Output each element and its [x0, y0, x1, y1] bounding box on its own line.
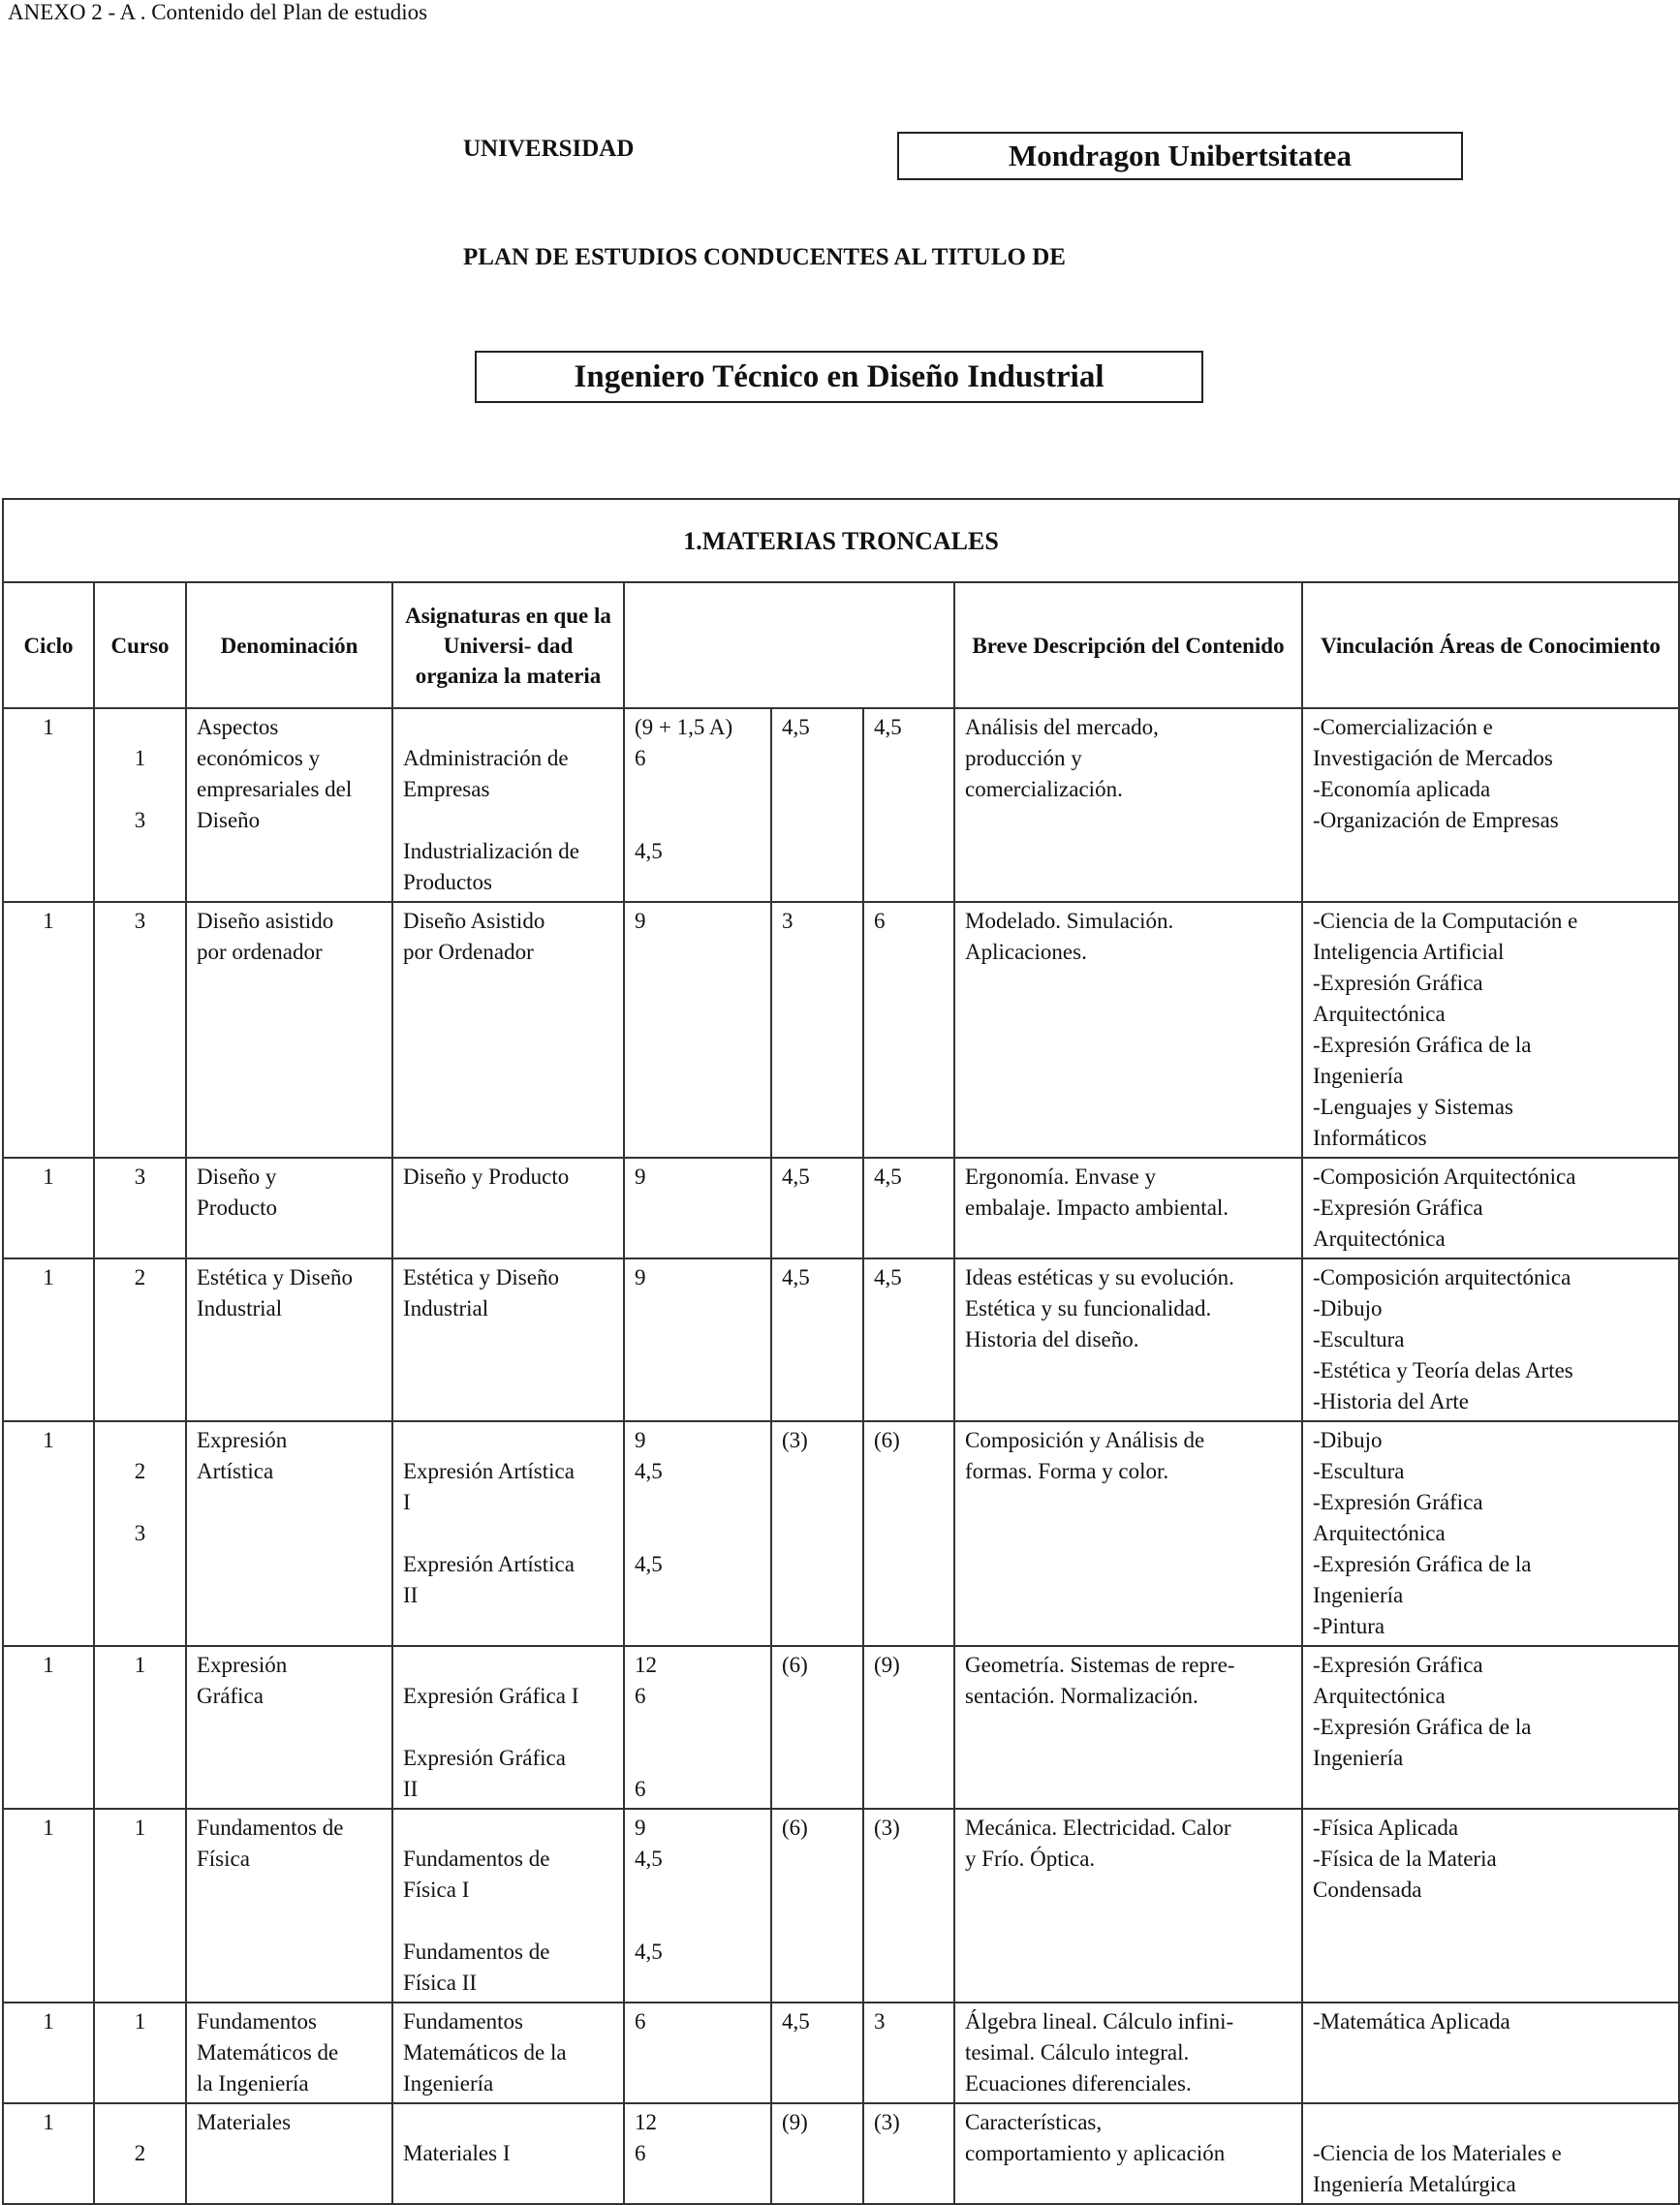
cell-line: 4,5: [874, 1265, 902, 1289]
cell-line: -Ciencia de la Computación e: [1313, 909, 1578, 933]
cell-line: Estética y Diseño: [403, 1265, 559, 1289]
cell-line: 1: [43, 1165, 54, 1189]
cell-line: [403, 805, 613, 836]
cell-line: 9: [635, 909, 646, 933]
asignaturas-cell: [392, 1646, 624, 1809]
cell-line: Ingeniería: [403, 2071, 494, 2096]
cell-line: Artística: [197, 1459, 274, 1483]
cell-line: -Organización de Empresas: [1313, 808, 1559, 832]
curso-cell: [94, 2103, 186, 2204]
col-denominacion: Denominación: [186, 582, 392, 708]
cell-line: Ingeniería: [1313, 1064, 1404, 1088]
cell-line: Diseño y: [197, 1165, 277, 1189]
curso-cell: [94, 1158, 186, 1258]
cell-line: Diseño asistido: [197, 909, 334, 933]
vinculacion-cell: [1302, 2103, 1679, 2204]
creditos-practicos-cell: [863, 708, 954, 902]
cell-line: I: [403, 1490, 411, 1514]
col-asignaturas: Asignaturas en que la Universi- dad organiza la materia: [392, 582, 624, 708]
cell-line: embalaje. Impacto ambiental.: [965, 1196, 1229, 1220]
universidad-label: UNIVERSIDAD: [463, 136, 635, 162]
creditos-teoricos-cell: [771, 1809, 863, 2003]
cell-line: [105, 2107, 175, 2138]
cell-line: 2: [134, 2141, 146, 2165]
cell-line: 1: [43, 2110, 54, 2134]
cell-line: [105, 1425, 175, 1456]
cell-line: -Expresión Gráfica de la: [1313, 1033, 1532, 1057]
cell-line: Industrial: [403, 1296, 489, 1320]
cell-line: 1: [134, 1653, 146, 1677]
cell-line: Inteligencia Artificial: [1313, 940, 1505, 964]
denominacion-cell: [186, 1158, 392, 1258]
cell-line: Modelado. Simulación.: [965, 909, 1174, 933]
vinculacion-cell: [1302, 708, 1679, 902]
cell-line: -Historia del Arte: [1313, 1389, 1469, 1413]
cell-line: Análisis del mercado,: [965, 715, 1159, 739]
cell-line: Fundamentos: [197, 2009, 317, 2034]
cell-line: 4,5: [874, 715, 902, 739]
denominacion-cell: [186, 1646, 392, 1809]
cell-line: Estética y su funcionalidad.: [965, 1296, 1212, 1320]
vinculacion-cell: [1302, 2003, 1679, 2103]
cell-line: -Escultura: [1313, 1327, 1405, 1351]
vinculacion-cell: [1302, 1646, 1679, 1809]
universidad-name-box: Mondragon Unibertsitatea: [897, 132, 1463, 180]
cell-line: -Pintura: [1313, 1614, 1385, 1638]
asignaturas-cell: [392, 1809, 624, 2003]
cell-line: -Expresión Gráfica de la: [1313, 1552, 1532, 1576]
cell-line: Informáticos: [1313, 1126, 1427, 1150]
cell-line: (3): [874, 1816, 900, 1840]
cell-line: [635, 1712, 761, 1743]
cell-line: Ingeniería: [1313, 1583, 1404, 1607]
asignaturas-cell: [392, 1421, 624, 1646]
table-row: [3, 2103, 1679, 2204]
cell-line: 1: [43, 2009, 54, 2034]
cell-line: Física I: [403, 1878, 470, 1902]
curso-cell: [94, 1646, 186, 1809]
cell-line: Aplicaciones.: [965, 940, 1087, 964]
asignaturas-cell: [392, 2103, 624, 2204]
cell-line: (6): [782, 1653, 808, 1677]
creditos-practicos-cell: [863, 2003, 954, 2103]
creditos-total-cell: [624, 2103, 771, 2204]
cell-line: Álgebra lineal. Cálculo infini-: [965, 2009, 1234, 2034]
cell-line: Expresión Artística: [403, 1552, 575, 1576]
cell-line: 1: [43, 715, 54, 739]
cell-line: [635, 1487, 761, 1518]
cell-line: 4,5: [635, 1940, 663, 1964]
col-curso: Curso: [94, 582, 186, 708]
creditos-total-cell: [624, 1646, 771, 1809]
denominacion-cell: [186, 1258, 392, 1421]
cell-line: Fundamentos: [403, 2009, 523, 2034]
ciclo-cell: [3, 1646, 94, 1809]
cell-line: por Ordenador: [403, 940, 534, 964]
cell-line: -Expresión Gráfica: [1313, 1653, 1483, 1677]
creditos-teoricos-cell: [771, 902, 863, 1158]
creditos-practicos-cell: [863, 1809, 954, 2003]
ciclo-cell: [3, 902, 94, 1158]
asignaturas-cell: [392, 708, 624, 902]
ciclo-cell: [3, 1421, 94, 1646]
cell-line: Física II: [403, 1971, 478, 1995]
table-row: [3, 1646, 1679, 1809]
descripcion-cell: [954, 1258, 1302, 1421]
cell-line: Composición y Análisis de: [965, 1428, 1205, 1452]
cell-line: [403, 1425, 613, 1456]
cell-line: -Composición arquitectónica: [1313, 1265, 1571, 1289]
cell-line: 3: [134, 808, 146, 832]
cell-line: -Expresión Gráfica: [1313, 971, 1483, 995]
ciclo-cell: [3, 708, 94, 902]
cell-line: (3): [874, 2110, 900, 2134]
cell-line: [403, 1518, 613, 1549]
cell-line: II: [403, 1583, 419, 1607]
cell-line: Fundamentos de: [403, 1940, 550, 1964]
creditos-practicos-cell: [863, 902, 954, 1158]
cell-line: [105, 712, 175, 743]
creditos-teoricos-cell: [771, 1421, 863, 1646]
asignaturas-cell: [392, 1158, 624, 1258]
cell-line: Diseño: [197, 808, 261, 832]
ciclo-cell: [3, 1809, 94, 2003]
table-row: [3, 2003, 1679, 2103]
cell-line: (6): [782, 1816, 808, 1840]
plan-label: PLAN DE ESTUDIOS CONDUCENTES AL TITULO DE: [463, 244, 1066, 270]
creditos-practicos-cell: [863, 1646, 954, 1809]
cell-line: 1: [134, 746, 146, 770]
cell-line: (9): [782, 2110, 808, 2134]
denominacion-cell: [186, 902, 392, 1158]
cell-line: 9: [635, 1165, 646, 1189]
creditos-teoricos-cell: [771, 1258, 863, 1421]
creditos-total-cell: [624, 1809, 771, 2003]
cell-line: [635, 1743, 761, 1774]
cell-line: Ingeniería: [1313, 1746, 1404, 1770]
cell-line: por ordenador: [197, 940, 323, 964]
cell-line: Matemáticos de la: [403, 2040, 567, 2065]
cell-line: 2: [134, 1459, 146, 1483]
cell-line: 3: [134, 909, 146, 933]
cell-line: 9: [635, 1428, 646, 1452]
cell-line: -Dibujo: [1313, 1428, 1383, 1452]
col-descripcion: Breve Descripción del Contenido: [954, 582, 1302, 708]
materias-troncales-table: [2, 498, 1680, 2205]
cell-line: Expresión: [197, 1428, 288, 1452]
cell-line: Física: [197, 1847, 250, 1871]
denominacion-cell: [186, 2103, 392, 2204]
curso-cell: [94, 1258, 186, 1421]
cell-line: -Ciencia de los Materiales e: [1313, 2141, 1562, 2165]
cell-line: 1: [134, 2009, 146, 2034]
descripcion-cell: [954, 2103, 1302, 2204]
cell-line: 4,5: [635, 1552, 663, 1576]
cell-line: 2: [134, 1265, 146, 1289]
cell-line: (9 + 1,5 A): [635, 715, 733, 739]
cell-line: 3: [874, 2009, 886, 2034]
creditos-practicos-cell: [863, 1258, 954, 1421]
cell-line: -Física de la Materia: [1313, 1847, 1497, 1871]
cell-line: Aspectos: [197, 715, 279, 739]
cell-line: 1: [43, 1653, 54, 1677]
cell-line: Arquitectónica: [1313, 1521, 1446, 1545]
curso-cell: [94, 1421, 186, 1646]
creditos-total-cell: [624, 2003, 771, 2103]
cell-line: 12: [635, 2110, 657, 2134]
table-row: [3, 1258, 1679, 1421]
creditos-teoricos-cell: [771, 2003, 863, 2103]
cell-line: Investigación de Mercados: [1313, 746, 1553, 770]
creditos-teoricos-cell: [771, 1158, 863, 1258]
cell-line: [403, 712, 613, 743]
cell-line: 9: [635, 1816, 646, 1840]
descripcion-cell: [954, 1809, 1302, 2003]
cell-line: sentación. Normalización.: [965, 1684, 1198, 1708]
cell-line: la Ingeniería: [197, 2071, 309, 2096]
vinculacion-cell: [1302, 1158, 1679, 1258]
cell-line: Gráfica: [197, 1684, 264, 1708]
cell-line: Industrialización de: [403, 839, 580, 863]
cell-line: -Comercialización e: [1313, 715, 1493, 739]
denominacion-cell: [186, 1421, 392, 1646]
cell-line: Fundamentos de: [197, 1816, 344, 1840]
cell-line: Arquitectónica: [1313, 1684, 1446, 1708]
ciclo-cell: [3, 1158, 94, 1258]
cell-line: 6: [635, 1777, 646, 1801]
cell-line: [105, 1487, 175, 1518]
table-row: [3, 1421, 1679, 1646]
asignaturas-cell: [392, 2003, 624, 2103]
cell-line: [105, 774, 175, 805]
cell-line: -Composición Arquitectónica: [1313, 1165, 1576, 1189]
cell-line: [635, 774, 761, 805]
cell-line: Ingeniería Metalúrgica: [1313, 2172, 1516, 2196]
ciclo-cell: [3, 1258, 94, 1421]
vinculacion-cell: [1302, 1421, 1679, 1646]
cell-line: económicos y: [197, 746, 321, 770]
descripcion-cell: [954, 1646, 1302, 1809]
cell-line: (6): [874, 1428, 900, 1452]
descripcion-cell: [954, 2003, 1302, 2103]
creditos-total-cell: [624, 1258, 771, 1421]
curso-cell: [94, 2003, 186, 2103]
descripcion-cell: [954, 902, 1302, 1158]
cell-line: (3): [782, 1428, 808, 1452]
cell-line: Historia del diseño.: [965, 1327, 1139, 1351]
descripcion-cell: [954, 1158, 1302, 1258]
cell-line: 1: [43, 1265, 54, 1289]
vinculacion-cell: [1302, 1809, 1679, 2003]
cell-line: Arquitectónica: [1313, 1227, 1446, 1251]
cell-line: Fundamentos de: [403, 1847, 550, 1871]
cell-line: tesimal. Cálculo integral.: [965, 2040, 1190, 2065]
cell-line: 6: [635, 746, 646, 770]
cell-line: Expresión Artística: [403, 1459, 575, 1483]
creditos-practicos-cell: [863, 1421, 954, 1646]
curso-cell: [94, 708, 186, 902]
cell-line: Mecánica. Electricidad. Calor: [965, 1816, 1231, 1840]
cell-line: 6: [635, 2141, 646, 2165]
cell-line: Ideas estéticas y su evolución.: [965, 1265, 1234, 1289]
curso-cell: [94, 902, 186, 1158]
cell-line: Características,: [965, 2110, 1103, 2134]
creditos-teoricos-cell: [771, 708, 863, 902]
cell-line: Arquitectónica: [1313, 1002, 1446, 1026]
cell-line: [403, 1813, 613, 1844]
denominacion-cell: [186, 708, 392, 902]
cell-line: Materiales: [197, 2110, 292, 2134]
col-ciclo: Ciclo: [3, 582, 94, 708]
cell-line: 3: [134, 1521, 146, 1545]
cell-line: 6: [635, 2009, 646, 2034]
creditos-teoricos-cell: [771, 1646, 863, 1809]
table-body: [3, 708, 1679, 2204]
creditos-total-cell: [624, 902, 771, 1158]
cell-line: 12: [635, 1653, 657, 1677]
cell-line: Administración de: [403, 746, 569, 770]
creditos-practicos-cell: [863, 1158, 954, 1258]
denominacion-cell: [186, 2003, 392, 2103]
cell-line: Diseño Asistido: [403, 909, 545, 933]
cell-line: Expresión Gráfica I: [403, 1684, 579, 1708]
cell-line: Expresión Gráfica: [403, 1746, 566, 1770]
cell-line: 1: [43, 1816, 54, 1840]
cell-line: Diseño y Producto: [403, 1165, 570, 1189]
cell-line: Ergonomía. Envase y: [965, 1165, 1156, 1189]
cell-line: [635, 1906, 761, 1937]
cell-line: [403, 2107, 613, 2138]
cell-line: -Escultura: [1313, 1459, 1405, 1483]
vinculacion-cell: [1302, 1258, 1679, 1421]
curso-cell: [94, 1809, 186, 2003]
table-row: [3, 902, 1679, 1158]
cell-line: (9): [874, 1653, 900, 1677]
cell-line: 3: [134, 1165, 146, 1189]
cell-line: Empresas: [403, 777, 490, 801]
cell-line: [403, 1650, 613, 1681]
creditos-total-cell: [624, 1421, 771, 1646]
cell-line: empresariales del: [197, 777, 353, 801]
col-vinculacion: Vinculación Áreas de Conocimiento: [1302, 582, 1679, 708]
cell-line: formas. Forma y color.: [965, 1459, 1169, 1483]
cell-line: producción y: [965, 746, 1082, 770]
cell-line: Producto: [197, 1196, 278, 1220]
cell-line: 4,5: [782, 2009, 810, 2034]
cell-line: -Expresión Gráfica de la: [1313, 1715, 1532, 1739]
cell-line: 4,5: [782, 715, 810, 739]
cell-line: 4,5: [782, 1165, 810, 1189]
descripcion-cell: [954, 708, 1302, 902]
creditos-total-cell: [624, 1158, 771, 1258]
table-row: [3, 1809, 1679, 2003]
cell-line: 1: [43, 909, 54, 933]
cell-line: Condensada: [1313, 1878, 1422, 1902]
cell-line: Industrial: [197, 1296, 283, 1320]
cell-line: Ecuaciones diferenciales.: [965, 2071, 1192, 2096]
cell-line: 3: [782, 909, 793, 933]
cell-line: 4,5: [635, 839, 663, 863]
creditos-total-cell: [624, 708, 771, 902]
asignaturas-cell: [392, 902, 624, 1158]
cell-line: -Lenguajes y Sistemas: [1313, 1095, 1513, 1119]
cell-line: 4,5: [635, 1459, 663, 1483]
creditos-practicos-cell: [863, 2103, 954, 2204]
cell-line: -Expresión Gráfica: [1313, 1196, 1483, 1220]
cell-line: Materiales I: [403, 2141, 511, 2165]
denominacion-cell: [186, 1809, 392, 2003]
cell-line: -Estética y Teoría delas Artes: [1313, 1358, 1573, 1382]
ciclo-cell: [3, 2103, 94, 2204]
cell-line: y Frío. Óptica.: [965, 1847, 1096, 1871]
creditos-teoricos-cell: [771, 2103, 863, 2204]
cell-line: 1: [43, 1428, 54, 1452]
descripcion-cell: [954, 1421, 1302, 1646]
cell-line: Matemáticos de: [197, 2040, 339, 2065]
cell-line: [635, 1875, 761, 1906]
table-row: [3, 708, 1679, 902]
cell-line: Geometría. Sistemas de repre-: [965, 1653, 1235, 1677]
cell-line: -Matemática Aplicada: [1313, 2009, 1510, 2034]
cell-line: 6: [635, 1684, 646, 1708]
degree-title-box: Ingeniero Técnico en Diseño Industrial: [475, 351, 1203, 403]
cell-line: [635, 1518, 761, 1549]
cell-line: 4,5: [782, 1265, 810, 1289]
cell-line: -Dibujo: [1313, 1296, 1383, 1320]
cell-line: comercialización.: [965, 777, 1123, 801]
cell-line: -Expresión Gráfica: [1313, 1490, 1483, 1514]
cell-line: [403, 1906, 613, 1937]
vinculacion-cell: [1302, 902, 1679, 1158]
cell-line: 9: [635, 1265, 646, 1289]
cell-line: comportamiento y aplicación: [965, 2141, 1226, 2165]
cell-line: Expresión: [197, 1653, 288, 1677]
cell-line: Estética y Diseño: [197, 1265, 353, 1289]
table-row: [3, 1158, 1679, 1258]
cell-line: -Economía aplicada: [1313, 777, 1491, 801]
cell-line: -Física Aplicada: [1313, 1816, 1459, 1840]
cell-line: [1313, 2107, 1668, 2138]
cell-line: Productos: [403, 870, 492, 894]
cell-line: II: [403, 1777, 419, 1801]
annex-heading: ANEXO 2 - A . Contenido del Plan de estudios: [8, 0, 428, 24]
cell-line: 4,5: [635, 1847, 663, 1871]
asignaturas-cell: [392, 1258, 624, 1421]
ciclo-cell: [3, 2003, 94, 2103]
cell-line: 4,5: [874, 1165, 902, 1189]
cell-line: [403, 1712, 613, 1743]
materias-troncales-table-wrapper: [2, 498, 1678, 2196]
cell-line: 6: [874, 909, 886, 933]
col-creditos: [624, 582, 954, 708]
cell-line: 1: [134, 1816, 146, 1840]
section-title: 1.MATERIAS TRONCALES: [3, 499, 1679, 582]
cell-line: [635, 805, 761, 836]
